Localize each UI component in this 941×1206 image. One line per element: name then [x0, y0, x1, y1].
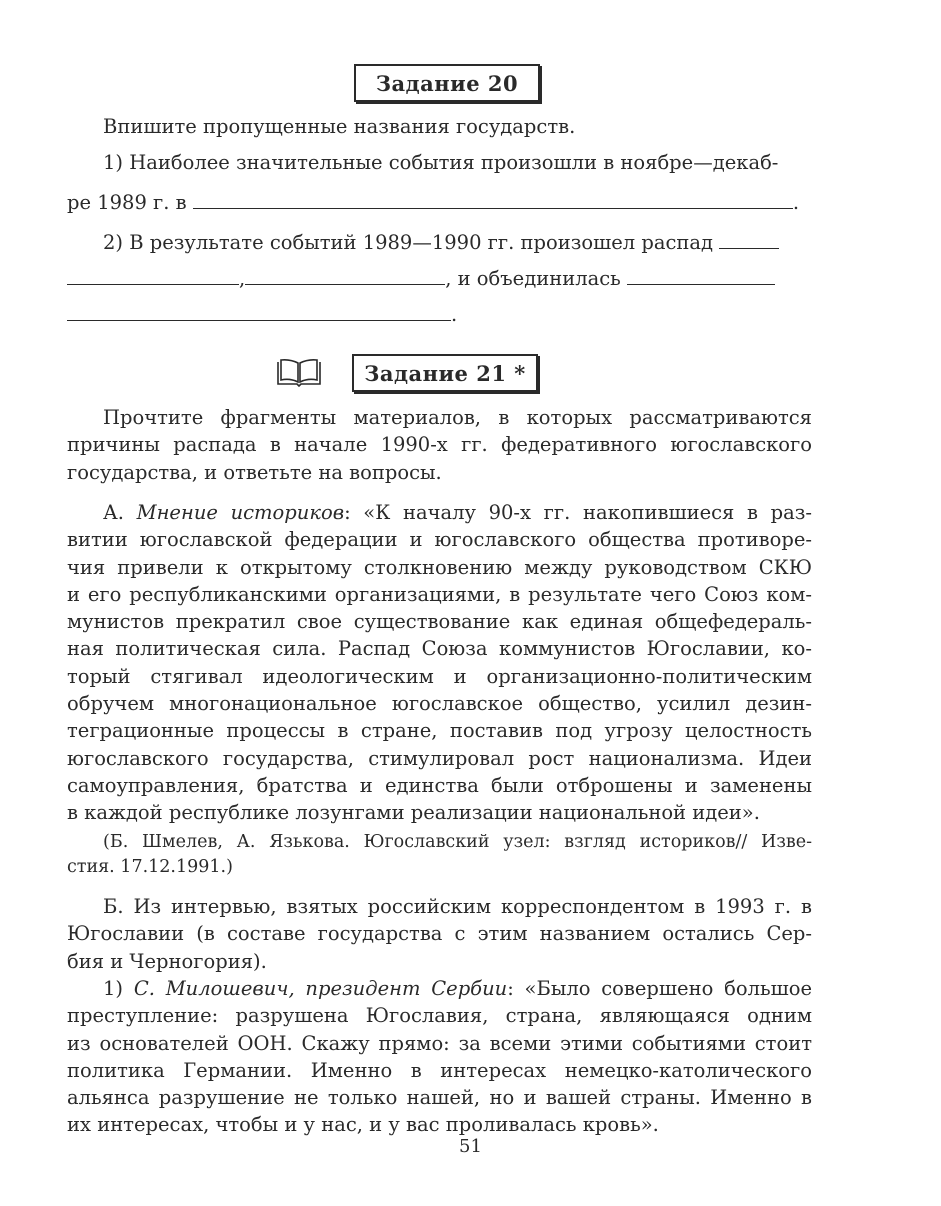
task20-item2-comma: , — [239, 267, 246, 290]
fragment-b — [67, 893, 812, 975]
fragment-b1-label: С. Милошевич, президент Сербии — [133, 977, 508, 1000]
answer-blank-2d[interactable] — [627, 266, 775, 285]
fragment-a-source-line: стия. 17.12.1991.) — [67, 857, 233, 877]
fragment-a-line: обручем многонациональное югославское общество, усилил дезин- — [67, 692, 812, 716]
fragment-b1-line: политика Германии. Именно в интересах немецко-католического — [67, 1058, 812, 1082]
fragment-a-source-line: (Б. Шмелев, А. Язькова. Югославский узел: взгляд историков// Изве- — [103, 832, 812, 852]
task20-item2-period: . — [451, 303, 458, 326]
fragment-a-first-line — [67, 499, 812, 526]
fragment-a-line: торый стягивал идеологическим и организационно-политическим — [67, 664, 812, 688]
fragment-a-line: ная политическая сила. Распад Союза коммунистов Югославии, ко- — [67, 637, 812, 661]
task20-item2-text: 2) В результате событий 1989—1990 гг. произошел распад — [103, 231, 714, 254]
fragment-a-line: мунистов прекратил свое существование как единая общефедераль- — [67, 610, 812, 634]
page-number: 51 — [459, 1136, 482, 1157]
open-book-icon — [276, 358, 322, 388]
answer-blank-2e[interactable] — [67, 302, 451, 321]
fragment-b1-first-line — [67, 975, 812, 1002]
task20-item2-line3 — [67, 302, 457, 325]
fragment-b-line: бия и Черногория). — [67, 949, 267, 973]
fragment-b1-line: их интересах, чтобы и у нас, и у вас проливалась кровь». — [67, 1113, 659, 1137]
task21-intro-line: государства, и ответьте на вопросы. — [67, 460, 442, 484]
answer-blank-2a[interactable] — [719, 230, 779, 249]
task21-intro — [67, 404, 812, 486]
fragment-b1-line: альянса разрушение не только нашей, но и вашей страны. Именно в — [67, 1086, 812, 1110]
task21-heading: Задание 21 * — [352, 354, 538, 392]
task20-item1-line2 — [67, 190, 799, 213]
answer-blank-2b[interactable] — [67, 266, 239, 285]
task21-intro-line: Прочтите фрагменты материалов, в которых рассматриваются — [103, 406, 812, 429]
fragment-a-source — [67, 830, 812, 880]
task20-instruction: Впишите пропущенные названия государств. — [103, 115, 576, 138]
answer-blank-2c[interactable] — [245, 266, 445, 285]
fragment-a-line: витии югославской федерации и югославского общества противоре- — [67, 528, 812, 552]
fragment-a-line: югославского государства, стимулировал рост национализма. Идеи — [67, 746, 812, 770]
fragment-a-line: чия привели к открытому столкновению между руководством СКЮ — [67, 555, 812, 579]
task20-item1-text: ре 1989 г. в — [67, 191, 187, 214]
answer-blank-1[interactable] — [193, 190, 793, 209]
fragment-a-line: в каждой республике лозунгами реализации национальной идеи». — [67, 801, 760, 825]
fragment-a-line: и его республиканскими организациями, в результате чего Союз ком- — [67, 582, 812, 606]
fragment-b1 — [67, 975, 812, 1139]
task20-item1-line1: 1) Наиболее значительные события произошли в ноябре—декаб- — [103, 151, 779, 174]
fragment-b-line: Югославии (в составе государства с этим названием остались Сер- — [67, 922, 812, 946]
task20-item1-period: . — [792, 191, 800, 214]
fragment-a-line: самоуправления, братства и единства были отброшены и заменены — [67, 773, 812, 797]
task20-item2-line1 — [103, 230, 779, 253]
fragment-a-prefix: А. — [103, 501, 124, 524]
fragment-a-line: теграционные процессы в стране, поставив под угрозу целостность — [67, 719, 812, 743]
fragment-b1-line: из основателей ООН. Скажу прямо: за всеми этими событиями стоит — [67, 1031, 812, 1055]
task20-heading: Задание 20 — [354, 64, 540, 102]
fragment-a — [67, 499, 812, 827]
fragment-b1-prefix: 1) — [103, 977, 124, 1000]
fragment-a-label: Мнение историков — [136, 501, 345, 524]
fragment-b1-line: преступление: разрушена Югославия, страна, являющаяся одним — [67, 1004, 812, 1028]
task20-item2-line2 — [67, 266, 775, 289]
fragment-a-line: : «К началу 90-х гг. накопившиеся в раз- — [344, 501, 812, 524]
fragment-b-line: Б. Из интервью, взятых российским корреспондентом в 1993 г. в — [103, 895, 812, 918]
task21-intro-line: причины распада в начале 1990-х гг. федеративного югославского — [67, 433, 812, 457]
fragment-b1-line: : «Было совершено большое — [507, 977, 812, 1000]
task20-item2-mid: , и объединилась — [445, 267, 621, 290]
